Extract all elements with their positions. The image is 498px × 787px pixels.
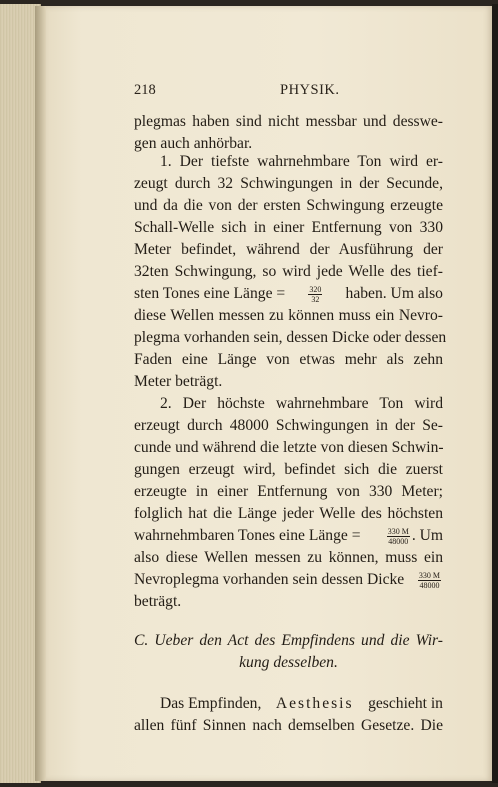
text-line: und da die von der ersten Schwingung erzeugte bbox=[134, 197, 443, 214]
text-line: allen fünf Sinnen nach demselben Gesetze. Die bbox=[134, 717, 443, 734]
text-line bbox=[160, 693, 443, 715]
fraction-numerator: 330 M bbox=[418, 570, 440, 580]
formula-group bbox=[385, 525, 443, 547]
text-line: 2. Der höchste wahrnehmbare Ton wird bbox=[160, 395, 443, 412]
text-line: plegma vorhanden sein, dessen Dicke oder dessen bbox=[134, 329, 447, 346]
text-line-formula bbox=[134, 283, 443, 305]
formula-text: Nevroplegma vorhanden sein dessen Dicke bbox=[134, 571, 405, 588]
formula-text: haben. Um also bbox=[345, 285, 443, 302]
section-heading-continued: kung desselben. bbox=[239, 654, 338, 671]
text-line: 32ten Schwingung, so wird jede Welle des tief- bbox=[134, 263, 443, 280]
text-line: zeugt durch 32 Schwingungen in der Secunde, bbox=[134, 175, 443, 192]
paragraph-text: Das Empfinden, bbox=[160, 695, 262, 712]
text-line: folglich hat die Länge jeder Welle des höchsten bbox=[134, 505, 443, 522]
text-line: diese Wellen messen zu können muss ein Nevro- bbox=[134, 307, 443, 324]
fraction-denominator: 48000 bbox=[388, 536, 409, 546]
text-line: Meter befindet, während der Ausführung der bbox=[134, 241, 443, 258]
text-line: Schall-Welle sich in einer Entfernung von 330 bbox=[134, 219, 443, 236]
text-line: also diese Wellen messen zu können, muss ein bbox=[134, 549, 443, 566]
text-line: beträgt. bbox=[134, 593, 182, 610]
running-head: PHYSIK. bbox=[280, 82, 340, 98]
page-header bbox=[134, 82, 440, 102]
scan-border bbox=[492, 4, 498, 783]
text-line: 1. Der tiefste wahrnehmbare Ton wird er- bbox=[160, 153, 443, 170]
fraction bbox=[387, 527, 410, 546]
fraction bbox=[418, 571, 441, 590]
section-heading: C. Ueber den Act des Empfindens und die Wir- bbox=[134, 632, 443, 649]
formula-text: wahrnehmbaren Tones eine Länge = bbox=[134, 527, 361, 544]
text-line: erzeugt durch 48000 Schwingungen in der Se- bbox=[134, 417, 443, 434]
text-line: plegmas haben sind nicht messbar und desswe- bbox=[134, 113, 443, 130]
fraction-numerator: 320 bbox=[309, 284, 322, 294]
emphasized-term: Aesthesis bbox=[275, 695, 354, 712]
text-line: gen auch anhörbar. bbox=[134, 135, 253, 152]
text-line: Faden eine Länge von etwas mehr als zehn bbox=[134, 351, 443, 368]
page-number: 218 bbox=[134, 82, 156, 98]
text-line: gungen erzeugt wird, befindet sich die zuerst bbox=[134, 461, 443, 478]
fraction-numerator: 330 M bbox=[387, 526, 409, 536]
text-line-formula bbox=[134, 525, 443, 547]
text-line: Meter beträgt. bbox=[134, 373, 223, 390]
formula-text: sten Tones eine Länge = bbox=[134, 285, 286, 302]
fraction-denominator: 48000 bbox=[419, 580, 440, 590]
fraction-denominator: 32 bbox=[311, 294, 320, 304]
text-line-formula bbox=[134, 569, 443, 591]
paragraph-text: geschieht in bbox=[368, 695, 443, 712]
text-line: cunde und während die letzte von diesen Schwin- bbox=[134, 439, 444, 456]
text-line: erzeugte in einer Entfernung von 330 Meter; bbox=[134, 483, 443, 500]
fraction bbox=[308, 285, 322, 304]
formula-text: . Um bbox=[411, 527, 443, 544]
